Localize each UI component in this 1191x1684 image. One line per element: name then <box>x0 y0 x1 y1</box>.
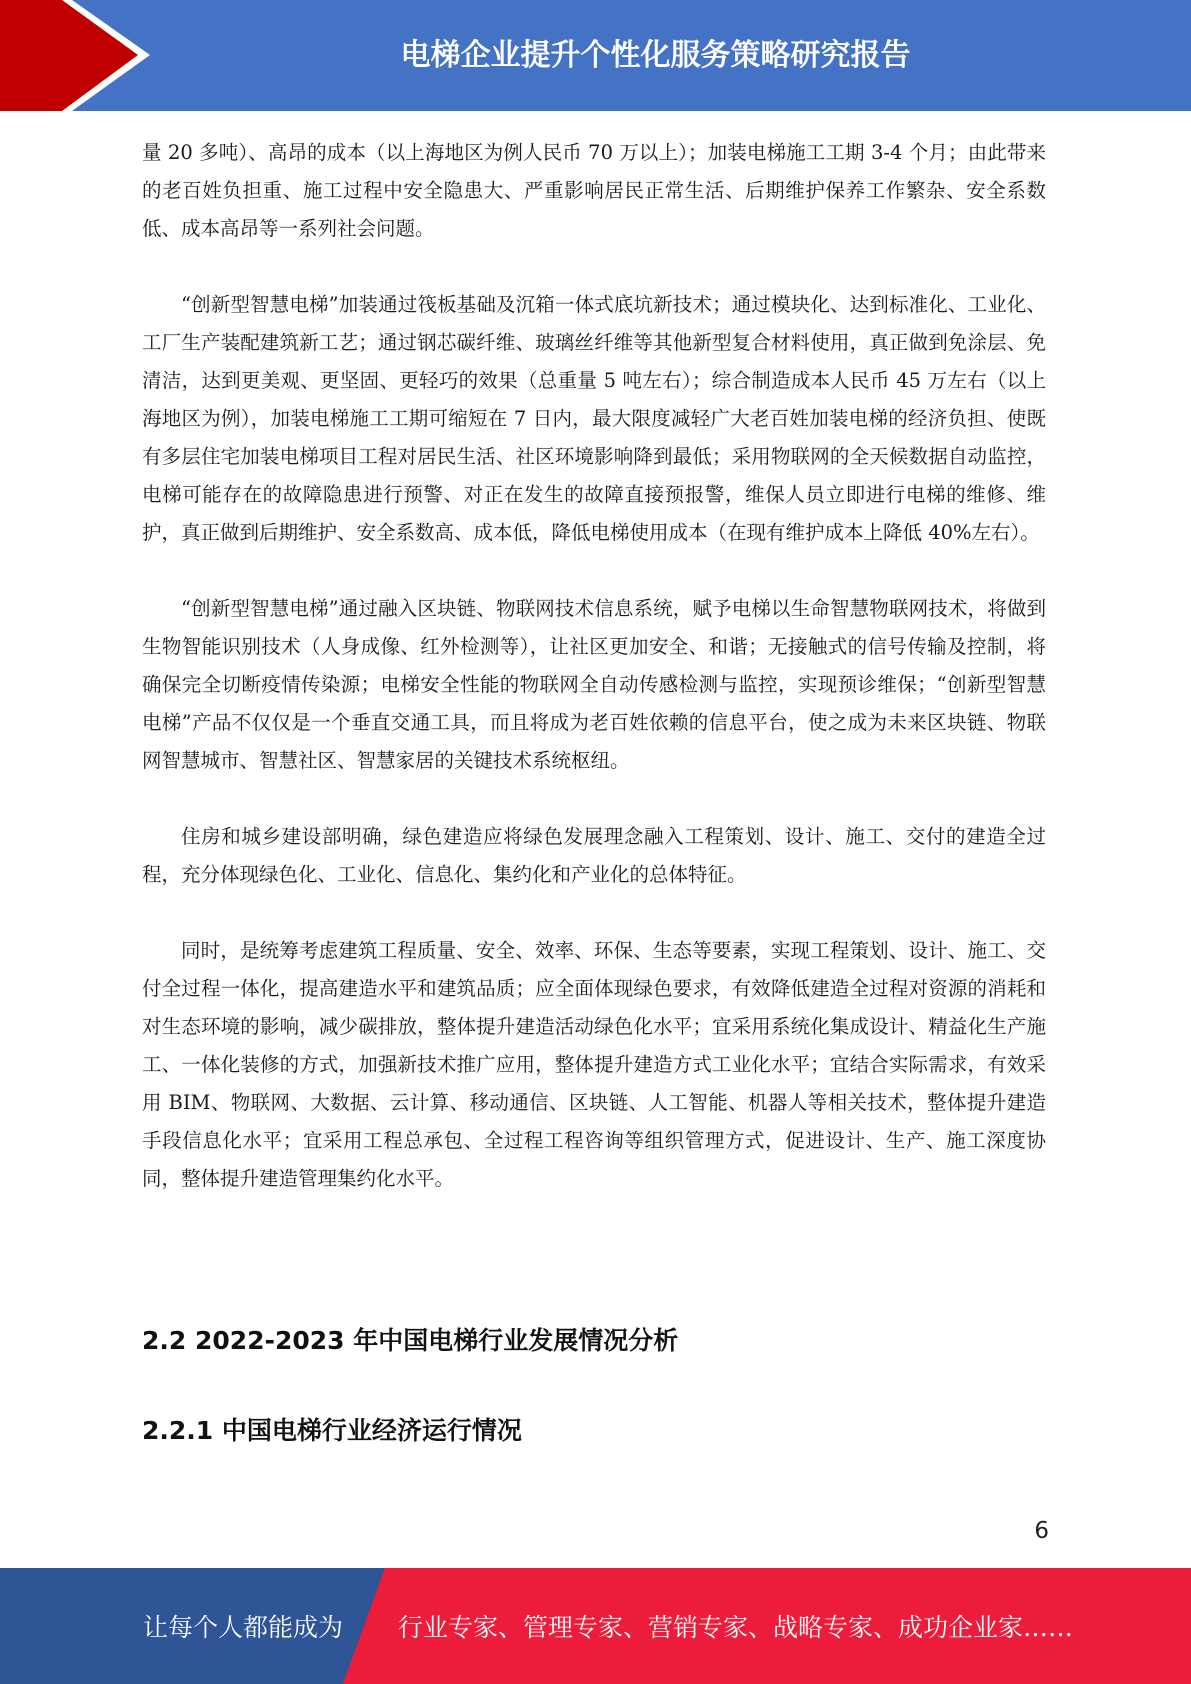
page-number: 6 <box>1034 1518 1049 1544</box>
section-heading-2-2: 2.2 2022-2023 年中国电梯行业发展情况分析 <box>142 1326 679 1355</box>
paragraph-3: “创新型智慧电梯”通过融入区块链、物联网技术信息系统，赋予电梯以生命智慧物联网技术，将做到生物智能识别技术（人身成像、红外检测等），让社区更加安全、和谐；无接触式的信号传输及控制，将确保完全切断疫情传染源；电梯安全性能的物联网全自动传感检测与监控，实现预诊维保；“创新型智慧电梯”产品不仅仅是一个垂直交通工具，而且将成为老百姓依赖的信息平台，使之成为未来区块链、物联网智慧城市、智慧社区、智慧家居的关键技术系统枢纽。 <box>142 597 1046 772</box>
footer-slogan-right: 行业专家、管理专家、营销专家、战略专家、成功企业家…… <box>398 1613 1074 1642</box>
paragraph-1: 量 20 多吨）、高昂的成本（以上海地区为例人民币 70 万以上）；加装电梯施工工期 3-4 个月；由此带来的老百姓负担重、施工过程中安全隐患大、严重影响居民正常生活、后期维护保养工作繁杂、安全系数低、成本高昂等一系列社会问题。 <box>142 141 1046 240</box>
paragraph-5: 同时，是统筹考虑建筑工程质量、安全、效率、环保、生态等要素，实现工程策划、设计、施工、交付全过程一体化，提高建造水平和建筑品质；应全面体现绿色要求，有效降低建造全过程对资源的消耗和对生态环境的影响，减少碳排放，整体提升建造活动绿色化水平；宜采用系统化集成设计、精益化生产施工、一体化装修的方式，加强新技术推广应用，整体提升建造方式工业化水平；宜结合实际需求，有效采用 BIM、物联网、大数据、云计算、移动通信、区块链、人工智能、机器人等相关技术，整体提升建造手段信息化水平；宜采用工程总承包、全过程工程咨询等组织管理方式，促进设计、生产、施工深度协同，整体提升建造管理集约化水平。 <box>142 939 1046 1190</box>
page-header <box>0 0 1191 111</box>
paragraph-4: 住房和城乡建设部明确，绿色建造应将绿色发展理念融入工程策划、设计、施工、交付的建造全过程，充分体现绿色化、工业化、信息化、集约化和产业化的总体特征。 <box>142 825 1046 886</box>
body-content <box>142 134 1046 1198</box>
footer-slogan-left: 让每个人都能成为 <box>143 1613 344 1642</box>
header-title: 电梯企业提升个性化服务策略研究报告 <box>400 38 911 73</box>
paragraph-2: “创新型智慧电梯”加装通过筏板基础及沉箱一体式底坑新技术；通过模块化、达到标准化、工业化、工厂生产装配建筑新工艺；通过钢芯碳纤维、玻璃丝纤维等其他新型复合材料使用，真正做到免涂层、免清洁，达到更美观、更坚固、更轻巧的效果（总重量 5 吨左右）；综合制造成本人民币 45 万左右（以上海地区为例），加装电梯施工工期可缩短在 7 日内，最大限度减轻广大老百姓加装电梯的经济负担、使既有多层住宅加装电梯项目工程对居民生活、社区环境影响降到最低；采用物联网的全天候数据自动监控，电梯可能存在的故障隐患进行预警、对正在发生的故障直接预报警，维保人员立即进行电梯的维修、维护，真正做到后期维护、安全系数高、成本低，降低电梯使用成本（在现有维护成本上降低 40%左右）。 <box>142 293 1046 544</box>
header-arrow-graphic <box>0 0 200 111</box>
page-footer <box>0 1568 1191 1684</box>
header-arrow-red <box>0 0 138 111</box>
section-heading-2-2-1: 2.2.1 中国电梯行业经济运行情况 <box>142 1416 522 1445</box>
